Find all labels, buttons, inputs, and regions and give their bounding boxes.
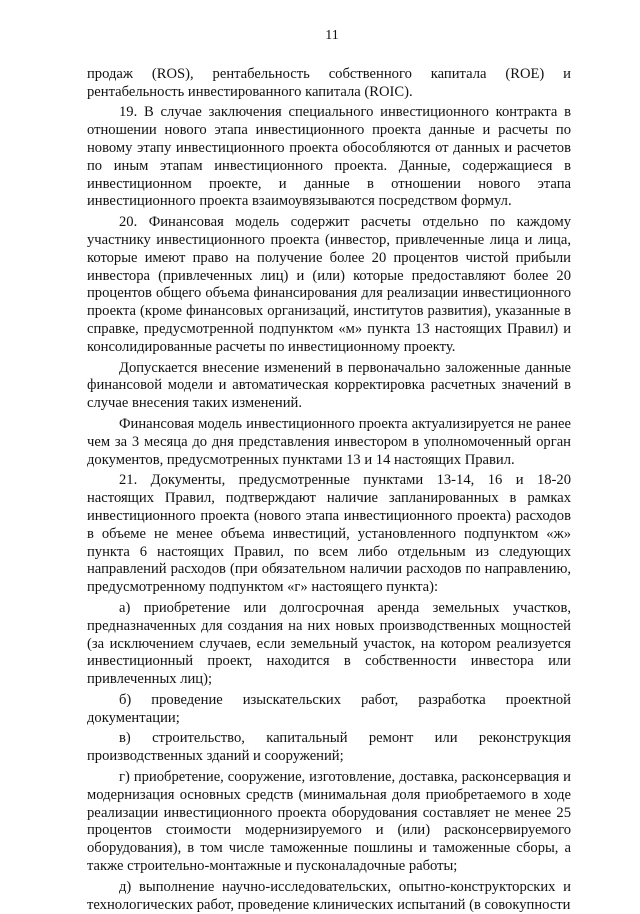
list-item-g: г) приобретение, сооружение, изготовление, доставка, расконсервация и модернизация основных средств (минимальная доля приобретаемого в ходе реализации инвестиционного проекта оборудования составляет не менее 25 процентов стоимости модернизируемого и (или) расконсервируемого оборудования), в том числе таможенные пошлины и таможенные сборы, а также строительно-монтажные и пусконаладочные работы; (87, 769, 571, 875)
page-number: 11 (325, 28, 339, 43)
paragraph-model-changes: Допускается внесение изменений в первоначально заложенные данные финансовой модели и автоматическая корректировка расчетных значений в случае внесения таких изменений. (87, 359, 571, 412)
paragraph-clause-21: 21. Документы, предусмотренные пунктами 13-14, 16 и 18-20 настоящих Правил, подтверждают наличие запланированных в рамках инвестиционного проекта (нового этапа инвестиционного проекта) расходов в объеме не менее объема инвестиций, установленного подпунктом «ж» пункта 6 настоящих Правил, по всем либо отдельным из следующих направлений расходов (при обязательном наличии расходов по направлению, предусмотренному подпунктом «г» настоящего пункта): (87, 472, 571, 596)
paragraph-clause-19: 19. В случае заключения специального инвестиционного контракта в отношении нового этапа инвестиционного проекта данные и расчеты по новому этапу инвестиционного проекта обособляются от данных и расчетов по иным этапам инвестиционного проекта. Данные, содержащиеся в инвестиционном проекте, и данные в отношении нового этапа инвестиционного проекта взаимоувязываются посредством формул. (87, 104, 571, 210)
paragraph-clause-20: 20. Финансовая модель содержит расчеты отдельно по каждому участнику инвестиционного проекта (инвестор, привлеченные лица и лица, которые имеют право на получение более 20 процентов чистой прибыли инвестора (привлеченных лиц) и (или) которые предоставляют более 20 процентов общего объема финансирования для реализации инвестиционного проекта (кроме финансовых организаций, институтов развития), указанные в справке, предусмотренной подпунктом «м» пункта 13 настоящих Правил) и консолидированные расчеты по инвестиционному проекту. (87, 214, 571, 355)
paragraph-ros-continuation: продаж (ROS), рентабельность собственного капитала (ROE) и рентабельность инвестированного капитала (ROIC). (87, 65, 571, 100)
paragraph-model-actualization: Финансовая модель инвестиционного проекта актуализируется не ранее чем за 3 месяца до дня представления инвестором в уполномоченный орган документов, предусмотренных пунктами 13 и 14 настоящих Правил. (87, 415, 571, 468)
list-item-v: в) строительство, капитальный ремонт или реконструкция производственных зданий и сооружений; (87, 730, 571, 765)
list-item-d: д) выполнение научно-исследовательских, опытно-конструкторских и технологических работ, проведение клинических испытаний (в совокупности (87, 878, 571, 913)
list-item-b: б) проведение изыскательских работ, разработка проектной документации; (87, 691, 571, 726)
list-item-a: а) приобретение или долгосрочная аренда земельных участков, предназначенных для создания на них новых производственных мощностей (за исключением случаев, если земельный участок, на котором реализуется инвестиционный проект, находится в собственности инвестора или привлеченных лиц); (87, 599, 571, 688)
